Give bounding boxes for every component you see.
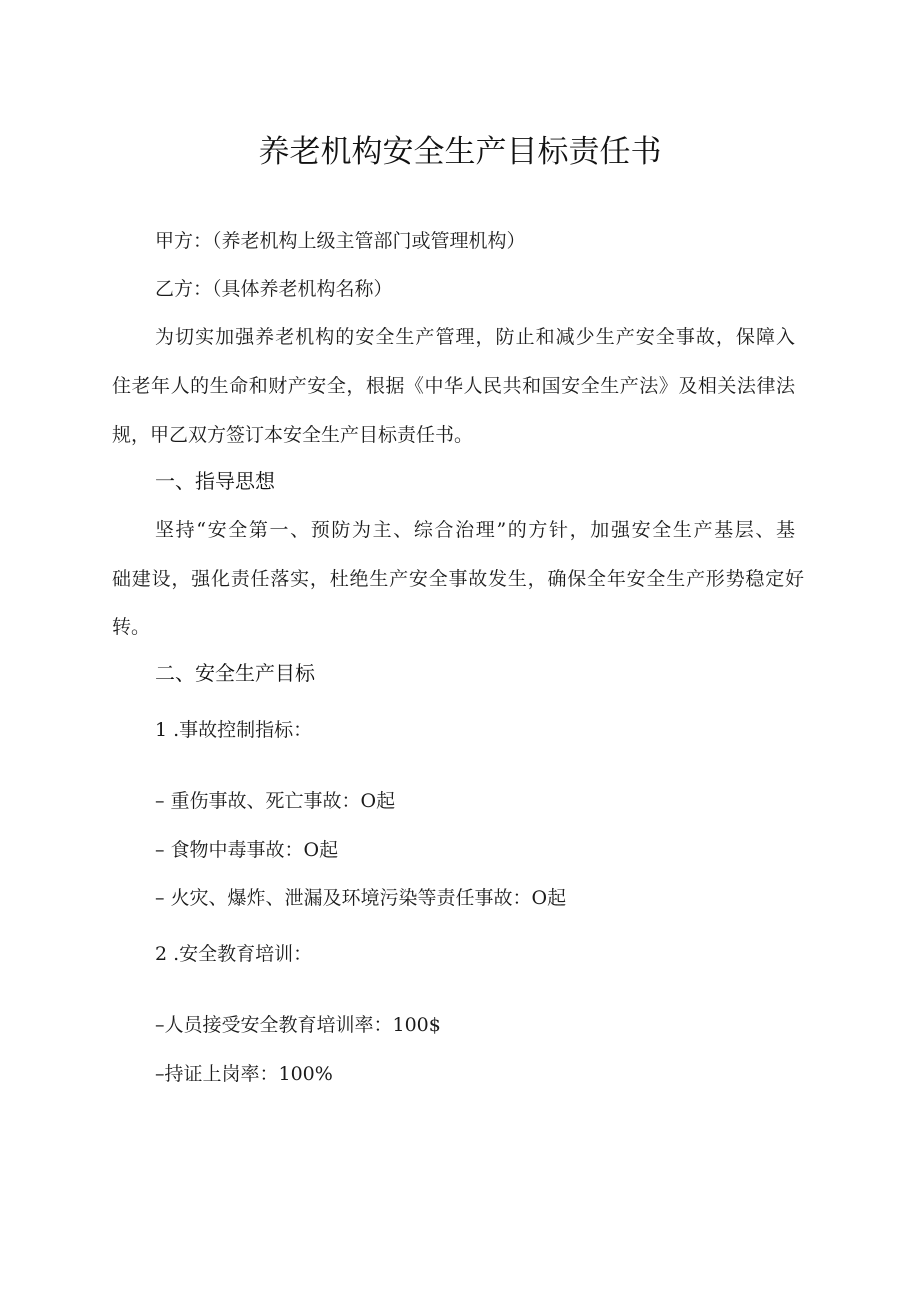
item-1-bullet-3: – 火灾、爆炸、泄漏及环境污染等责任事故：O起 bbox=[155, 887, 567, 909]
section-1-heading: 一、指导思想 bbox=[155, 469, 275, 493]
party-b-line: 乙方：（具体养老机构名称） bbox=[155, 278, 393, 300]
item-1-bullet-1: – 重伤事故、死亡事故：O起 bbox=[155, 790, 396, 812]
item-1-bullet-2: – 食物中毒事故：O起 bbox=[155, 839, 339, 861]
intro-line-1: 为切实加强养老机构的安全生产管理，防止和减少生产安全事故，保障入 bbox=[155, 326, 795, 348]
item-2-title: 2 .安全教育培训： bbox=[155, 943, 313, 965]
section-2-heading: 二、安全生产目标 bbox=[155, 661, 315, 685]
section-1-line-3: 转。 bbox=[112, 616, 151, 638]
section-1-line-1: 坚持“安全第一、预防为主、综合治理”的方针，加强安全生产基层、基 bbox=[155, 519, 795, 541]
item-2-bullet-2: –持证上岗率：100% bbox=[155, 1063, 333, 1085]
item-1-title: 1 .事故控制指标： bbox=[155, 719, 313, 741]
intro-line-2: 住老年人的生命和财产安全，根据《中华人民共和国安全生产法》及相关法律法 bbox=[112, 375, 795, 397]
document-title: 养老机构安全生产目标责任书 bbox=[258, 134, 662, 170]
intro-line-3: 规，甲乙双方签订本安全生产目标责任书。 bbox=[112, 424, 474, 446]
item-2-bullet-1: –人员接受安全教育培训率：100$ bbox=[155, 1014, 441, 1036]
party-a-line: 甲方：（养老机构上级主管部门或管理机构） bbox=[155, 230, 526, 252]
section-1-line-2: 础建设，强化责任落实，杜绝生产安全事故发生，确保全年安全生产形势稳定好 bbox=[112, 568, 804, 590]
